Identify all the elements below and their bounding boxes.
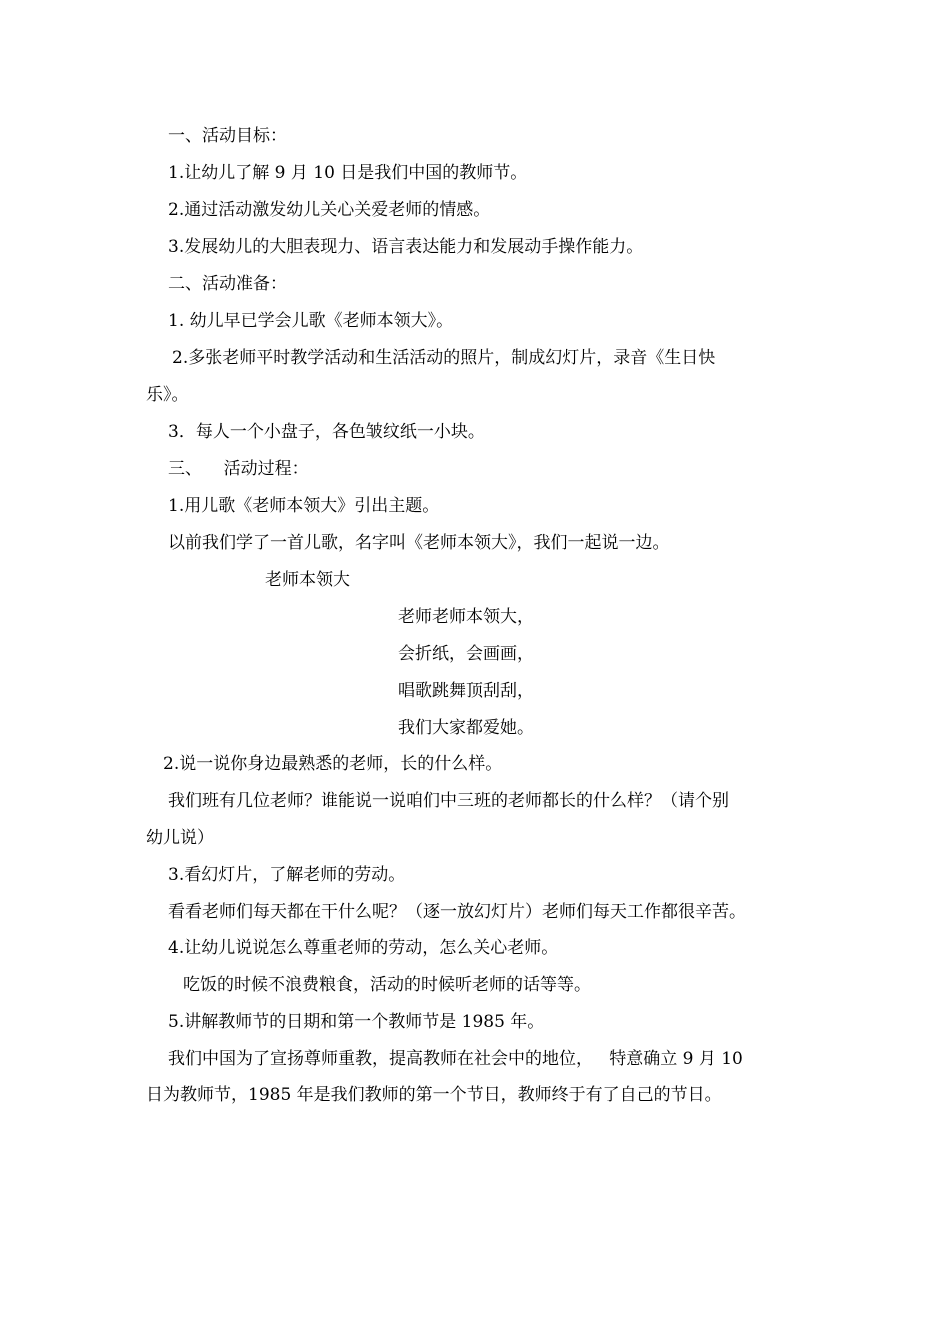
goal-item-2: 2.通过活动激发幼儿关心关爱老师的情感。 bbox=[168, 200, 491, 220]
process-step-5: 5.讲解教师节的日期和第一个教师节是 1985 年。 bbox=[168, 1012, 545, 1032]
process-step-1: 1.用儿歌《老师本领大》引出主题。 bbox=[168, 496, 440, 516]
process-step-2-text: 我们班有几位老师？谁能说一说咱们中三班的老师都长的什么样？（请个别 bbox=[168, 791, 729, 811]
poem-line-3: 唱歌跳舞顶刮刮， bbox=[398, 681, 534, 701]
poem-title: 老师本领大 bbox=[265, 570, 350, 590]
process-step-4-text: 吃饭的时候不浪费粮食，活动的时候听老师的话等等。 bbox=[183, 975, 591, 995]
process-step-2-text-cont: 幼儿说） bbox=[146, 828, 214, 848]
process-step-5-text-cont: 日为教师节，1985 年是我们教师的第一个节日，教师终于有了自己的节日。 bbox=[146, 1085, 722, 1105]
process-step-3: 3.看幻灯片，了解老师的劳动。 bbox=[168, 865, 406, 885]
prep-item-2: 2.多张老师平时教学活动和生活活动的照片，制成幻灯片，录音《生日快 bbox=[172, 348, 716, 368]
goal-item-1: 1.让幼儿了解 9 月 10 日是我们中国的教师节。 bbox=[168, 163, 528, 183]
process-step-3-text: 看看老师们每天都在干什么呢？（逐一放幻灯片）老师们每天工作都很辛苦。 bbox=[168, 902, 746, 922]
process-step-5-text: 我们中国为了宣扬尊师重教，提高教师在社会中的地位， 特意确立 9 月 10 bbox=[168, 1049, 743, 1069]
poem-line-2: 会折纸，会画画， bbox=[398, 644, 534, 664]
goal-item-3: 3.发展幼儿的大胆表现力、语言表达能力和发展动手操作能力。 bbox=[168, 237, 644, 257]
prep-item-1: 1. 幼儿早已学会儿歌《老师本领大》。 bbox=[168, 311, 454, 331]
section-heading-preparation: 二、活动准备： bbox=[168, 274, 287, 294]
section-heading-process: 三、 活动过程： bbox=[168, 459, 309, 479]
prep-item-3: 3．每人一个小盘子，各色皱纹纸一小块。 bbox=[168, 422, 485, 442]
process-step-1-text: 以前我们学了一首儿歌，名字叫《老师本领大》，我们一起说一边。 bbox=[168, 533, 670, 553]
poem-line-1: 老师老师本领大， bbox=[398, 607, 534, 627]
poem-line-4: 我们大家都爱她。 bbox=[398, 718, 534, 738]
prep-item-2-cont: 乐》。 bbox=[146, 385, 189, 405]
section-heading-goals: 一、活动目标： bbox=[168, 126, 287, 146]
process-step-4: 4.让幼儿说说怎么尊重老师的劳动，怎么关心老师。 bbox=[168, 938, 559, 958]
process-step-2: 2.说一说你身边最熟悉的老师，长的什么样。 bbox=[163, 754, 503, 774]
